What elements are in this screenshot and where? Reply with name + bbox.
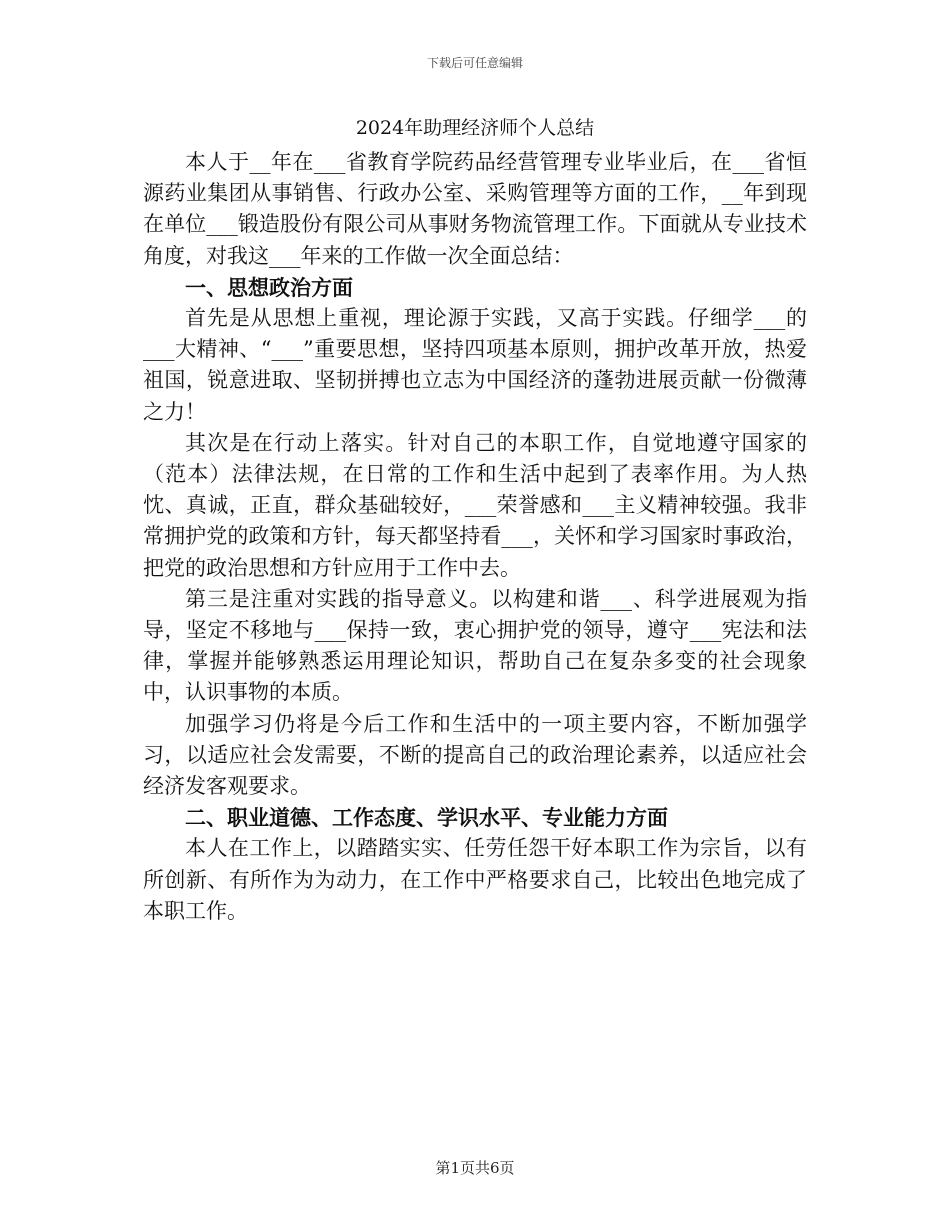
paragraph: 其次是在行动上落实。针对自己的本职工作，自觉地遵守国家的（范本）法律法规，在日常的工作和生活中起到了表率作用。为人热忱、真诚，正直，群众基础较好，___荣誉感和___主义精神较强。我非常拥护党的政策和方针，每天都坚持看___，关怀和学习国家时事政治，把党的政治思想和方针应用于工作中去。 (143, 430, 807, 580)
page-number: 第1页共6页 (435, 1159, 515, 1177)
document-body (143, 147, 807, 927)
paragraph: 本人在工作上，以踏踏实实、任劳任怨干好本职工作为宗旨，以有所创新、有所作为为动力，在工作中严格要求自己，比较出色地完成了本职工作。 (143, 836, 807, 923)
section-heading-professional: 二、职业道德、工作态度、学识水平、专业能力方面 (185, 805, 668, 831)
paragraph: 加强学习仍将是今后工作和生活中的一项主要内容，不断加强学习，以适应社会发需要，不断的提高自己的政治理论素养，以适应社会经济发客观要求。 (143, 711, 807, 799)
paragraph: 第三是注重对实践的指导意义。以构建和谐___、科学进展观为指导，坚定不移地与___保持一致，衷心拥护党的领导，遵守___宪法和法律，掌握并能够熟悉运用理论知识，帮助自己在复杂多变的社会现象中，认识事物的本质。 (143, 586, 807, 705)
section-heading-political: 一、思想政治方面 (185, 274, 353, 300)
document-title: 2024年助理经济师个人总结 (355, 117, 595, 139)
header-note: 下载后可任意编辑 (426, 56, 523, 70)
intro-paragraph: 本人于__年在___省教育学院药品经营管理专业毕业后，在___省恒源药业集团从事销售、行政办公室、采购管理等方面的工作，__年到现在单位___锻造股份有限公司从事财务物流管理工作。下面就从专业技术角度，对我这___年来的工作做一次全面总结： (143, 150, 807, 268)
paragraph: 首先是从思想上重视，理论源于实践，又高于实践。仔细学___的___大精神、“___”重要思想，坚持四项基本原则，拥护改革开放，热爱祖国，锐意进取、坚韧拼搏也立志为中国经济的蓬勃进展贡献一份微薄之力！ (143, 306, 807, 424)
